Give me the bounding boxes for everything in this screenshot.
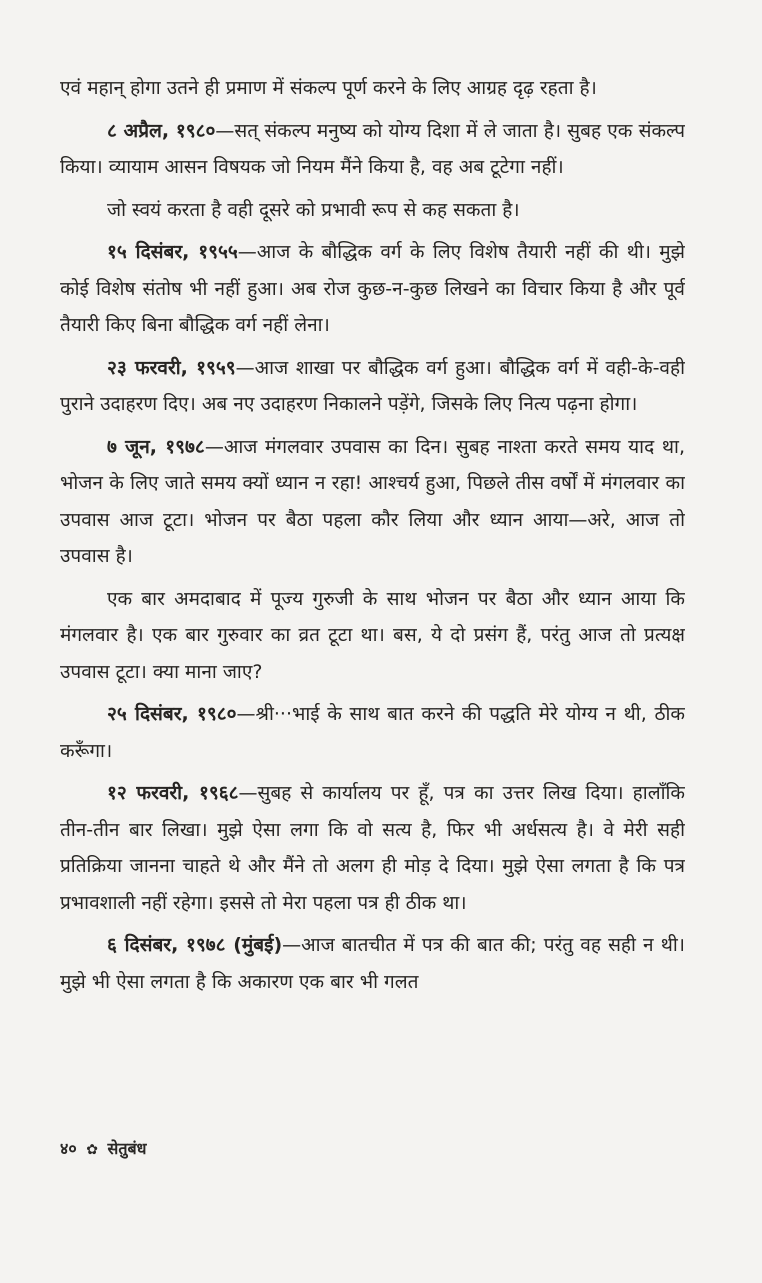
paragraph-3 bbox=[60, 192, 685, 229]
paragraph-text: —आज शाखा पर बौद्धिक वर्ग हुआ। बौद्धिक वर्ग में वही-के-वही पुराने उदाहरण दिए। अब नए उदाहरण निकालने पड़ेंगे, जिसके लिए नित्य पढ़ना होगा। bbox=[60, 356, 685, 415]
entry-date: ८ अप्रैल, १९८० bbox=[107, 119, 216, 142]
paragraph-text: —श्री···भाई के साथ बात करने की पद्धति मेरे योग्य न थी, ठीक करूँगा। bbox=[60, 703, 685, 762]
paragraph-6 bbox=[60, 429, 685, 575]
entry-date: १२ फरवरी, १९६८ bbox=[107, 782, 239, 804]
paragraph-text: —सुबह से कार्यालय पर हूँ, पत्र का उत्तर लिख दिया। हालाँकि तीन-तीन बार लिखा। मुझे ऐसा लगा कि वो सत्य है, फिर भी अर्धसत्य है। वे मेरी सही प्रतिक्रिया जानना चाहते थे और मैंने तो अलग ही मोड़ दे दिया। मुझे ऐसा लगता है कि पत्र प्रभावशाली नहीं रहेगा। इससे तो मेरा पहला पत्र ही ठीक था। bbox=[60, 782, 685, 914]
flower-ornament-icon: ✿ bbox=[86, 1142, 98, 1158]
paragraph-7 bbox=[60, 581, 685, 691]
paragraph-2 bbox=[60, 113, 685, 186]
entry-date: ६ दिसंबर, १९७८ (मुंबई) bbox=[107, 934, 283, 956]
entry-date: २३ फरवरी, १९५९ bbox=[107, 356, 236, 379]
paragraph-text: एवं महान् होगा उतने ही प्रमाण में संकल्प पूर्ण करने के लिए आग्रह दृढ़ रहता है। bbox=[60, 77, 597, 99]
paragraph-9 bbox=[60, 775, 685, 921]
paragraph-text: —आज बातचीत में पत्र की बात की; परंतु वह सही न थी। मुझे भी ऐसा लगता है कि अकारण एक बार भी गलत bbox=[60, 934, 685, 993]
entry-date: २५ दिसंबर, १९८० bbox=[107, 703, 237, 725]
paragraph-4 bbox=[60, 234, 685, 344]
paragraph-text: —आज के बौद्धिक वर्ग के लिए विशेष तैयारी नहीं की थी। मुझे कोई विशेष संतोष भी नहीं हुआ। अब रोज कुछ-न-कुछ लिखने का विचार किया है और पूर्व तैयारी किए बिना बौद्धिक वर्ग नहीं लेना। bbox=[60, 241, 685, 336]
page-footer bbox=[60, 1138, 146, 1161]
page-body bbox=[60, 70, 685, 1250]
page-number: ४० bbox=[60, 1139, 77, 1158]
paragraph-text: एक बार अमदाबाद में पूज्य गुरुजी के साथ भोजन पर बैठा और ध्यान आया कि मंगलवार है। एक बार गुरुवार का व्रत टूटा था। बस, ये दो प्रसंग हैं, परंतु आज तो प्रत्यक्ष उपवास टूटा। क्या माना जाए? bbox=[60, 587, 685, 683]
book-title: सेतुबंध bbox=[107, 1139, 147, 1158]
entry-date: ७ जून, १९७८ bbox=[107, 435, 205, 458]
paragraph-1 bbox=[60, 70, 685, 107]
paragraph-5 bbox=[60, 350, 685, 423]
paragraph-text: —सत् संकल्प मनुष्य को योग्य दिशा में ले जाता है। सुबह एक संकल्प किया। व्यायाम आसन विषयक जो नियम मैंने किया है, वह अब टूटेगा नहीं। bbox=[60, 119, 685, 178]
paragraph-10 bbox=[60, 927, 685, 1000]
paragraph-text: जो स्वयं करता है वही दूसरे को प्रभावी रूप से कह सकता है। bbox=[107, 198, 520, 221]
paragraph-text: —आज मंगलवार उपवास का दिन। सुबह नाश्ता करते समय याद था, भोजन के लिए जाते समय क्यों ध्यान न रहा! आश्चर्य हुआ, पिछले तीस वर्षों में मंगलवार का उपवास आज टूटा। भोजन पर बैठा पहला कौर लिया और ध्यान आया—अरे, आज तो उपवास है। bbox=[60, 435, 685, 567]
paragraph-8 bbox=[60, 696, 685, 769]
entry-date: १५ दिसंबर, १९५५ bbox=[107, 241, 238, 263]
